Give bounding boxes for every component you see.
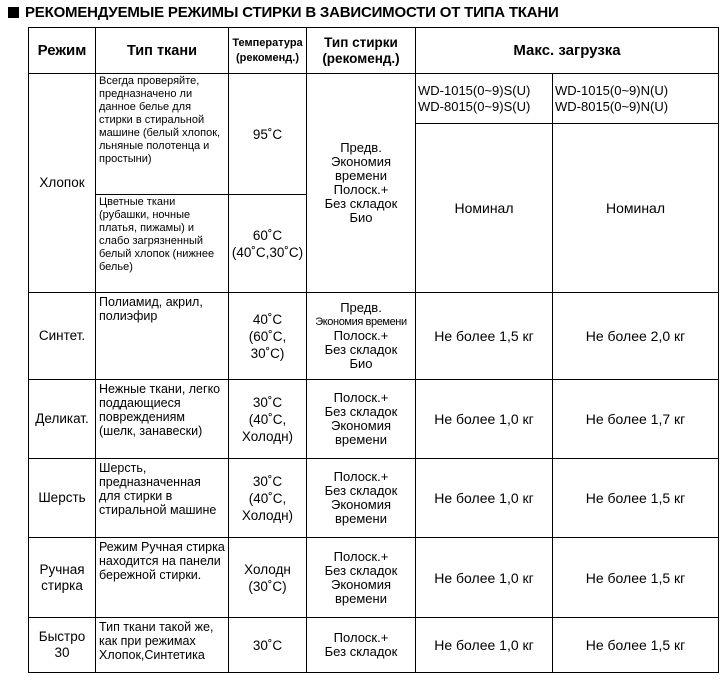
temperature-cell: 95˚C xyxy=(229,74,307,195)
wash-type-line: Полоск.+ Без складок xyxy=(324,182,398,211)
header-temperature: Температура (рекоменд.) xyxy=(229,28,307,74)
wash-type-line: Био xyxy=(349,210,373,225)
load-n-cell: Не более 1,5 кг xyxy=(553,459,719,538)
wash-type-cell xyxy=(307,459,416,538)
table-row xyxy=(29,293,719,380)
wash-type-line: Полоск.+ Без складок xyxy=(324,469,398,498)
wash-type-line: Полоск.+ Без складок xyxy=(324,328,398,357)
fabric-cell: Цветные ткани (рубашки, ночные платья, пижамы) и слабо загрязненный белый хлопок (нижнее белье) xyxy=(96,195,229,293)
table-row xyxy=(29,459,719,538)
temperature-cell: 60˚C (40˚C,30˚C) xyxy=(229,195,307,293)
load-n-cell: Номинал xyxy=(553,124,719,293)
wash-type-line: Полоск.+ Без складок xyxy=(324,390,398,419)
load-s-cell: Не более 1,0 кг xyxy=(416,618,553,673)
mode-cell: Хлопок xyxy=(29,74,96,293)
table-row xyxy=(29,380,719,459)
mode-cell: Шерсть xyxy=(29,459,96,538)
wash-type-line: Экономия времени xyxy=(330,497,392,526)
table-row xyxy=(29,618,719,673)
temperature-cell: 40˚C (60˚C, 30˚C) xyxy=(229,293,307,380)
mode-cell: Деликат. xyxy=(29,380,96,459)
mode-cell: Синтет. xyxy=(29,293,96,380)
temperature-cell: Холодн (30˚C) xyxy=(229,538,307,618)
wash-type-line: Экономия времени xyxy=(315,316,407,328)
wash-type-line: Предв. xyxy=(340,300,382,315)
model-s-cell: WD-1015(0~9)S(U) WD-8015(0~9)S(U) xyxy=(416,74,553,124)
header-fabric: Тип ткани xyxy=(96,28,229,74)
wash-type-line: Предв. xyxy=(340,140,382,155)
fabric-cell: Режим Ручная стирка находится на панели бережной стирки. xyxy=(96,538,229,618)
temperature-cell: 30˚C xyxy=(229,618,307,673)
header-mode: Режим xyxy=(29,28,96,74)
wash-type-line: Экономия времени xyxy=(330,154,392,183)
load-s-cell: Не более 1,0 кг xyxy=(416,538,553,618)
header-wash-type: Тип стирки (рекоменд.) xyxy=(307,28,416,74)
table-row xyxy=(29,538,719,618)
load-s-cell: Не более 1,0 кг xyxy=(416,459,553,538)
load-n-cell: Не более 1,5 кг xyxy=(553,538,719,618)
wash-type-cell xyxy=(307,538,416,618)
load-s-cell: Номинал xyxy=(416,124,553,293)
wash-type-line: Био xyxy=(349,356,373,371)
wash-type-line: Полоск.+ Без складок xyxy=(324,548,398,578)
mode-cell: Быстро 30 xyxy=(29,618,96,673)
wash-type-line: Экономия времени xyxy=(330,418,392,447)
load-s-cell: Не более 1,5 кг xyxy=(416,293,553,380)
wash-type-cell xyxy=(307,380,416,459)
temperature-cell: 30˚C (40˚C, Холодн) xyxy=(229,459,307,538)
load-n-cell: Не более 1,5 кг xyxy=(553,618,719,673)
wash-type-cell xyxy=(307,74,416,293)
wash-type-line: Экономия времени xyxy=(330,576,392,606)
fabric-cell: Полиамид, акрил, полиэфир xyxy=(96,293,229,380)
mode-cell: Ручная стирка xyxy=(29,538,96,618)
table-row xyxy=(29,74,719,124)
load-n-cell: Не более 1,7 кг xyxy=(553,380,719,459)
wash-type-cell xyxy=(307,293,416,380)
section-title: РЕКОМЕНДУЕМЫЕ РЕЖИМЫ СТИРКИ В ЗАВИСИМОСТИ ОТ ТИПА ТКАНИ xyxy=(25,3,559,21)
load-s-cell: Не более 1,0 кг xyxy=(416,380,553,459)
wash-modes-table xyxy=(28,27,719,673)
temperature-cell: 30˚C (40˚C, Холодн) xyxy=(229,380,307,459)
fabric-cell: Всегда проверяйте, предназначено ли данное белье для стирки в стиральной машине (белый хлопок, льняные полотенца и простыни) xyxy=(96,74,229,195)
wash-type-cell xyxy=(307,618,416,673)
header-row xyxy=(29,28,719,74)
wash-type-line: Полоск.+ Без складок xyxy=(324,630,398,659)
model-n-cell: WD-1015(0~9)N(U) WD-8015(0~9)N(U) xyxy=(553,74,719,124)
section-heading xyxy=(4,1,728,23)
header-max-load: Макс. загрузка xyxy=(416,28,719,74)
fabric-cell: Шерсть, предназначенная для стирки в стиральной машине xyxy=(96,459,229,538)
bullet-square-icon xyxy=(8,7,19,18)
load-n-cell: Не более 2,0 кг xyxy=(553,293,719,380)
fabric-cell: Тип ткани такой же, как при режимах Хлопок,Синтетика xyxy=(96,618,229,673)
fabric-cell: Нежные ткани, легко поддающиеся повреждениям (шелк, занавески) xyxy=(96,380,229,459)
